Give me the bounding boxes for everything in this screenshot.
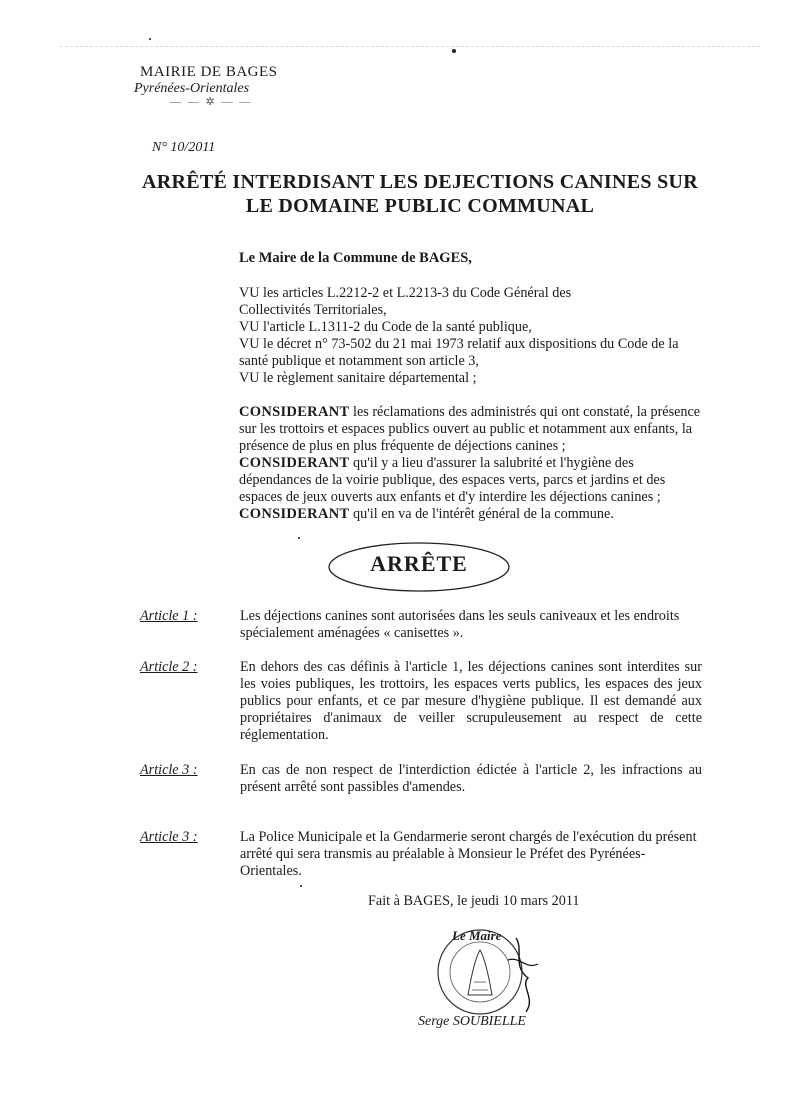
mairie-name: MAIRIE DE BAGES	[140, 64, 278, 80]
signature-role: Le Maire	[452, 928, 502, 943]
scan-speck	[149, 38, 151, 40]
scan-speck	[452, 49, 456, 53]
article-text: La Police Municipale et la Gendarmerie seront chargés de l'exécution du présent arrêté qui sera transmis au préalable à Monsieur le Préfet des Pyrénées-Orientales.	[240, 829, 697, 879]
considerant-text: les réclamations des administrés qui ont constaté, la présence sur les trottoirs et espaces publics ouvert au public et notamment aux enfants, la présence de plus en plus fréquente de déjections canines ;	[239, 404, 701, 454]
vu-line: VU l'article L.1311-2 du Code de la santé publique,	[239, 319, 532, 335]
scan-speck	[300, 885, 302, 887]
considerant-block	[239, 404, 709, 523]
vu-block	[239, 285, 709, 387]
scan-edge-line	[60, 46, 760, 47]
article-label: Article 3 :	[140, 762, 198, 778]
signature-date: Fait à BAGES, le jeudi 10 mars 2011	[368, 893, 580, 909]
article-label: Article 3 :	[140, 829, 198, 845]
arrete-heading: ARRÊTE	[370, 551, 468, 576]
arrete-oval	[327, 541, 511, 593]
scan-speck	[298, 537, 300, 539]
considerant-text: qu'il en va de l'intérêt général de la commune.	[349, 506, 614, 522]
letterhead	[134, 64, 278, 108]
considerant-keyword: CONSIDERANT	[239, 404, 350, 420]
letterhead-ornament: — — ✲ — —	[170, 96, 253, 108]
arrete-number: N° 10/2011	[152, 140, 216, 155]
document-title	[110, 170, 730, 218]
considerant-keyword: CONSIDERANT	[239, 455, 350, 471]
signer-name: Serge SOUBIELLE	[418, 1014, 526, 1029]
article-label: Article 1 :	[140, 608, 198, 624]
vu-line: Collectivités Territoriales,	[239, 302, 387, 318]
preamble	[239, 250, 709, 523]
considerant-paragraph	[239, 404, 709, 455]
article-text: En dehors des cas définis à l'article 1, les déjections canines sont interdites sur les voies publiques, les trottoirs, les espaces verts publics, les espaces des jeux publics pour enfants, et ce par mesure d'hygiène publique. Il est demandé aux propriétaires d'animaux de veiller scrupuleusement au respect de cette réglementation.	[240, 659, 702, 743]
considerant-text: qu'il y a lieu d'assurer la salubrité et l'hygiène des dépendances de la voirie publique, des espaces verts, parcs et jardins et des espaces de jeux ouverts aux enfants et d'y interdire les déjections canines ;	[239, 455, 666, 505]
considerant-paragraph	[239, 506, 709, 523]
vu-line: santé publique et notamment son article 3,	[239, 353, 479, 369]
considerant-paragraph	[239, 455, 709, 506]
department-name: Pyrénées-Orientales	[134, 81, 250, 96]
article-text: En cas de non respect de l'interdiction édictée à l'article 2, les infractions au présent arrêté sont passibles d'amendes.	[240, 762, 702, 795]
maire-line: Le Maire de la Commune de BAGES,	[239, 250, 472, 266]
article-text: Les déjections canines sont autorisées dans les seuls caniveaux et les endroits spécialement aménagées « canisettes ».	[240, 608, 680, 641]
title-line-2: LE DOMAINE PUBLIC COMMUNAL	[245, 195, 595, 217]
considerant-keyword: CONSIDERANT	[239, 506, 350, 522]
article-label: Article 2 :	[140, 659, 198, 675]
vu-line: VU les articles L.2212-2 et L.2213-3 du Code Général des	[239, 285, 572, 301]
vu-line: VU le règlement sanitaire départemental ;	[239, 370, 477, 386]
vu-line: VU le décret n° 73-502 du 21 mai 1973 relatif aux dispositions du Code de la	[239, 336, 679, 352]
title-line-1: ARRÊTÉ INTERDISANT LES DEJECTIONS CANINES SUR	[141, 171, 699, 193]
